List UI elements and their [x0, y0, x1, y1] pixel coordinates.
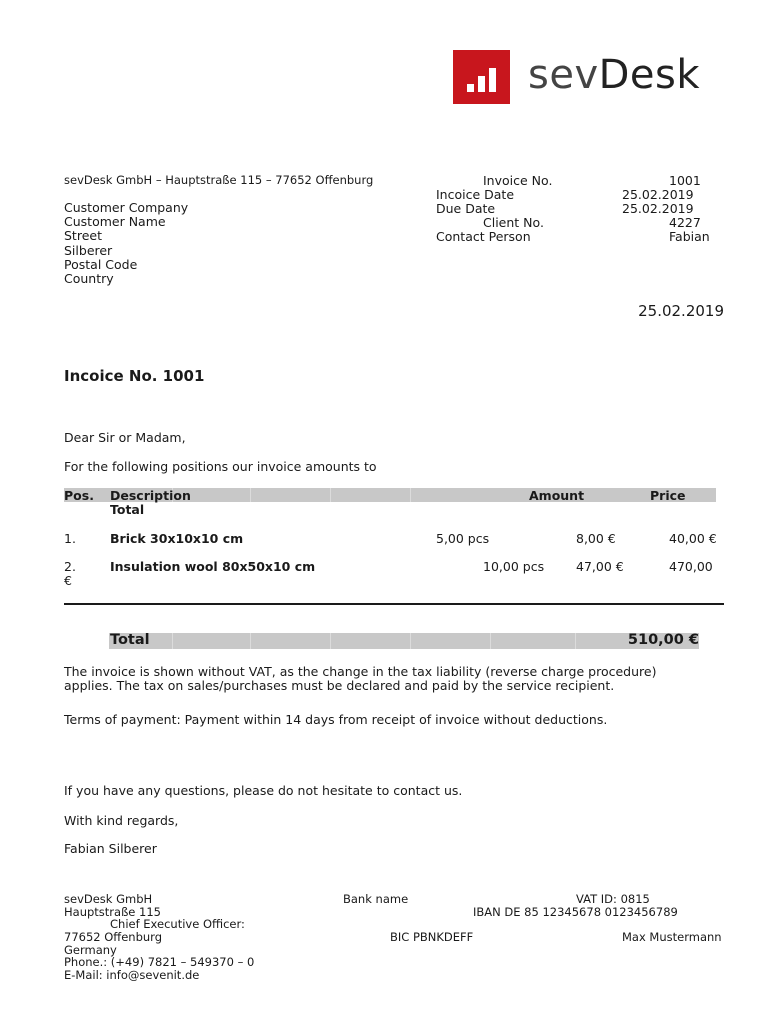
sevdesk-logo-text: sevDesk	[528, 52, 701, 98]
header-divider	[410, 488, 411, 502]
document-date: 25.02.2019	[638, 302, 724, 320]
total-divider	[410, 633, 411, 649]
row-description: Brick 30x10x10 cm	[110, 531, 244, 546]
total-value: 510,00 €	[627, 632, 699, 648]
client-no-value: 4227	[669, 215, 701, 230]
col-total-header: Total	[110, 502, 145, 517]
total-divider	[172, 633, 173, 649]
recipient-line: Postal Code	[64, 256, 138, 272]
intro-text: For the following positions our invoice amounts to	[64, 459, 377, 474]
vat-note-line: applies. The tax on sales/purchases must be declared and paid by the service recipient.	[64, 678, 615, 693]
vat-note-line: The invoice is shown without VAT, as the change in the tax liability (reverse charge procedure)	[64, 664, 657, 679]
recipient-line: Street	[64, 228, 102, 244]
header-divider	[250, 488, 251, 502]
sender-line: sevDesk GmbH – Hauptstraße 115 – 77652 Offenburg	[64, 173, 374, 187]
col-description-header: Description	[110, 488, 191, 503]
row-quantity: 5,00 pcs	[436, 531, 490, 546]
col-price-header: Price	[650, 488, 686, 503]
signature-name: Fabian Silberer	[64, 841, 157, 856]
col-pos-header: Pos.	[64, 488, 94, 503]
footer-bank-name: Bank name	[343, 892, 409, 906]
total-label: Total	[110, 632, 150, 648]
total-divider	[250, 633, 251, 649]
contact-person-value: Fabian	[669, 229, 710, 244]
recipient-line: Silberer	[64, 242, 113, 258]
recipient-line: Customer Company	[64, 200, 189, 215]
row-price: 47,00 €	[576, 559, 624, 574]
footer-bic: BIC PBNKDEFF	[390, 930, 474, 944]
row-price: 8,00 €	[576, 531, 616, 546]
total-band	[109, 633, 699, 649]
footer-email: E-Mail: info@sevenit.de	[64, 968, 200, 982]
row-pos: 1.	[64, 531, 76, 546]
sevdesk-logo-mark	[453, 50, 510, 104]
contact-person-label: Contact Person	[436, 229, 531, 244]
total-divider	[490, 633, 491, 649]
client-no-label: Client No.	[483, 215, 544, 230]
total-divider	[575, 633, 576, 649]
invoice-no-value: 1001	[669, 173, 701, 188]
invoice-heading: Incoice No. 1001	[64, 367, 205, 385]
footer-phone: Phone.: (+49) 7821 – 549370 – 0	[64, 955, 255, 969]
total-divider	[330, 633, 331, 649]
salutation: Dear Sir or Madam,	[64, 430, 186, 445]
row-total: 40,00 €	[669, 531, 717, 546]
payment-terms: Terms of payment: Payment within 14 days from receipt of invoice without deductions.	[64, 712, 608, 727]
footer-company: sevDesk GmbH	[64, 892, 153, 906]
invoice-date-value: 25.02.2019	[622, 187, 694, 202]
table-divider	[64, 603, 724, 605]
closing-regards: With kind regards,	[64, 813, 179, 828]
recipient-address	[64, 201, 188, 286]
header-divider	[330, 488, 331, 502]
recipient-line: Country	[64, 271, 114, 287]
row-description: Insulation wool 80x50x10 cm	[110, 559, 316, 574]
invoice-date-label: Incoice Date	[436, 187, 515, 202]
footer-street: Hauptstraße 115	[64, 905, 161, 919]
row-pos: 2.	[64, 559, 76, 574]
invoice-no-label: Invoice No.	[483, 173, 553, 188]
row-pos-currency: €	[64, 573, 72, 588]
row-quantity: 10,00 pcs	[483, 559, 545, 574]
footer-vat-id: VAT ID: 0815	[576, 892, 650, 906]
recipient-line: Customer Name	[64, 214, 166, 230]
footer-iban: IBAN DE 85 12345678 0123456789	[473, 905, 678, 919]
col-amount-header: Amount	[529, 488, 585, 503]
footer-country: Germany	[64, 943, 117, 957]
footer-ceo-label: Chief Executive Officer:	[110, 917, 245, 931]
due-date-label: Due Date	[436, 201, 496, 216]
questions-text: If you have any questions, please do not hesitate to contact us.	[64, 783, 463, 798]
footer-city: 77652 Offenburg	[64, 930, 162, 944]
row-total: 470,00	[669, 559, 713, 574]
footer-ceo-name: Max Mustermann	[622, 930, 722, 944]
due-date-value: 25.02.2019	[622, 201, 694, 216]
